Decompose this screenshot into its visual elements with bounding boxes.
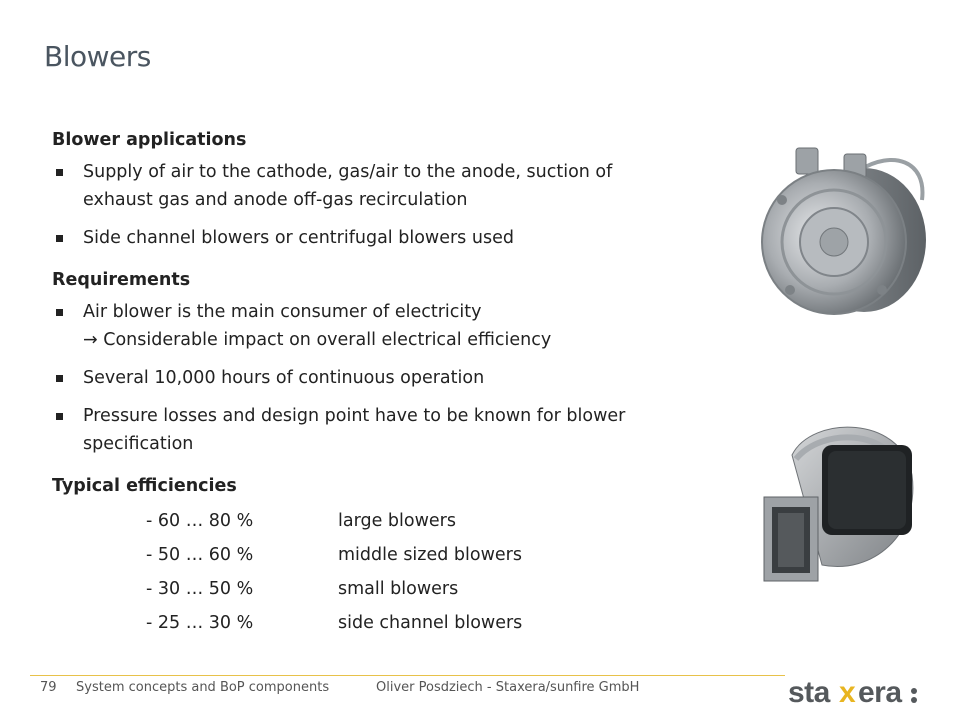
- blower-type: large blowers: [338, 511, 456, 531]
- bullet-item: [52, 402, 702, 458]
- slide-title: Blowers: [44, 40, 151, 73]
- bullet-line: → Considerable impact on overall electrical efficiency: [83, 330, 552, 350]
- efficiency-row: [52, 538, 702, 572]
- square-bullet-icon: [56, 169, 63, 176]
- bullet-line: Several 10,000 hours of continuous operation: [83, 368, 485, 388]
- staxera-logo: [786, 672, 936, 712]
- bullet-item: [52, 298, 702, 354]
- blower-type: middle sized blowers: [338, 545, 522, 565]
- slide-content: [52, 122, 702, 640]
- svg-text:era: era: [858, 676, 902, 709]
- section-heading-efficiencies: Typical efficiencies: [52, 476, 237, 496]
- square-bullet-icon: [56, 375, 63, 382]
- bullet-line: Pressure losses and design point have to be known for blower: [83, 406, 626, 426]
- efficiency-range: - 60 … 80 %: [146, 511, 254, 531]
- svg-text:sta: sta: [788, 676, 830, 709]
- bullet-item: [52, 158, 702, 214]
- footer-divider: [30, 675, 785, 676]
- efficiency-row: [52, 606, 702, 640]
- efficiency-row: [52, 504, 702, 538]
- side-channel-blower-photo: [752, 140, 932, 325]
- bullet-line: exhaust gas and anode off-gas recirculation: [83, 190, 468, 210]
- svg-text:x: x: [839, 676, 856, 709]
- bullet-line: Side channel blowers or centrifugal blowers used: [83, 228, 514, 248]
- square-bullet-icon: [56, 235, 63, 242]
- efficiency-range: - 25 … 30 %: [146, 613, 254, 633]
- footer-author: Oliver Posdziech - Staxera/sunfire GmbH: [376, 680, 640, 695]
- bullet-line: specification: [83, 434, 194, 454]
- blower-type: small blowers: [338, 579, 459, 599]
- efficiency-range: - 50 … 60 %: [146, 545, 254, 565]
- footer-topic: System concepts and BoP components: [76, 680, 330, 695]
- square-bullet-icon: [56, 413, 63, 420]
- bullet-line: Air blower is the main consumer of electricity: [83, 302, 482, 322]
- bullet-line: Supply of air to the cathode, gas/air to the anode, suction of: [83, 162, 613, 182]
- efficiency-row: [52, 572, 702, 606]
- page-number: 79: [40, 680, 57, 695]
- efficiency-range: - 30 … 50 %: [146, 579, 254, 599]
- efficiency-list: [52, 504, 702, 640]
- bullet-item: [52, 224, 702, 252]
- bullet-item: [52, 364, 702, 392]
- section-heading-applications: Blower applications: [52, 130, 247, 150]
- section-heading-requirements: Requirements: [52, 270, 191, 290]
- centrifugal-blower-photo: [752, 415, 922, 590]
- blower-type: side channel blowers: [338, 613, 523, 633]
- square-bullet-icon: [56, 309, 63, 316]
